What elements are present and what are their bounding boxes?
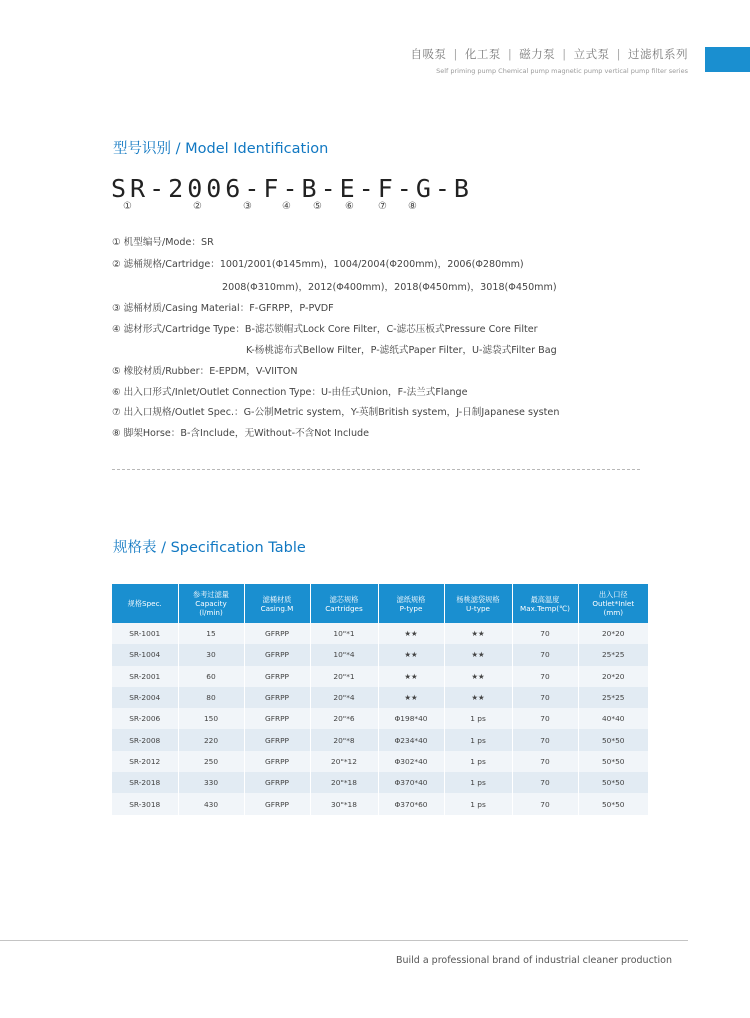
cell-outlet-inlet: 25*25 xyxy=(578,687,648,708)
desc-line-connection: ⑥ 出入口形式/Inlet/Outlet Connection Type：U-由任式Union，F-法兰式Flange xyxy=(112,387,468,398)
cell-outlet-inlet: 50*50 xyxy=(578,793,648,814)
cell-capacity: 80 xyxy=(178,687,244,708)
header-u-type: 杨桃滤袋规格 U-type xyxy=(444,584,512,623)
cell-p-type: Φ370*40 xyxy=(378,772,444,793)
cell-spec: SR-1001 xyxy=(112,623,178,644)
footer-rule xyxy=(0,940,688,941)
code-marker-7: ⑦ xyxy=(378,201,387,212)
cell-p-type: Φ234*40 xyxy=(378,729,444,750)
desc-line-casing: ③ 滤桶材质/Casing Material：F-GFRPP，P-PVDF xyxy=(112,303,334,314)
cell-capacity: 60 xyxy=(178,666,244,687)
cell-capacity: 250 xyxy=(178,751,244,772)
category-separator: | xyxy=(507,47,513,61)
cell-casing: GFRPP xyxy=(244,687,310,708)
cell-u-type: ★★ xyxy=(444,623,512,644)
header-subtitle: Self priming pump Chemical pump magnetic pump vertical pump filter series xyxy=(436,67,688,75)
code-marker-1: ① xyxy=(123,201,132,212)
cell-cartridges: 10"*1 xyxy=(310,623,378,644)
cell-spec: SR-2018 xyxy=(112,772,178,793)
cell-p-type: Φ198*40 xyxy=(378,708,444,729)
cell-max-temp: 70 xyxy=(512,751,578,772)
cell-casing: GFRPP xyxy=(244,666,310,687)
cell-capacity: 430 xyxy=(178,793,244,814)
category-chemical: 化工泵 xyxy=(464,47,501,61)
cell-max-temp: 70 xyxy=(512,623,578,644)
cell-cartridges: 30"*18 xyxy=(310,793,378,814)
desc-line-horse: ⑧ 脚架Horse：B-含Include，无Without-不含Not Include xyxy=(112,428,370,439)
category-separator: | xyxy=(616,47,621,61)
cell-outlet-inlet: 20*20 xyxy=(578,623,648,644)
cell-max-temp: 70 xyxy=(512,772,578,793)
desc-line-cartridge-type: ④ 滤材形式/Cartridge Type：B-滤芯锁帽式Lock Core Filter，C-滤芯压板式Pressure Core Filter xyxy=(112,324,538,335)
table-row xyxy=(112,666,648,687)
desc-line-rubber: ⑤ 橡胶材质/Rubber：E-EPDM，V-VIITON xyxy=(112,366,298,377)
cell-max-temp: 70 xyxy=(512,729,578,750)
cell-u-type: 1 ps xyxy=(444,708,512,729)
code-marker-3: ③ xyxy=(243,201,252,212)
specification-table-title: 规格表 / Specification Table xyxy=(113,540,306,556)
table-row xyxy=(112,751,648,772)
cell-outlet-inlet: 50*50 xyxy=(578,772,648,793)
specification-table xyxy=(112,584,648,815)
category-separator: | xyxy=(562,47,567,61)
desc-line-mode: ① 机型编号/Mode：SR xyxy=(112,237,214,248)
header-max-temp: 最高温度 Max.Temp(℃) xyxy=(512,584,578,623)
footer-slogan: Build a professional brand of industrial cleaner production xyxy=(395,955,672,966)
table-header-row xyxy=(112,584,648,623)
header-accent-bar xyxy=(705,47,750,72)
cell-casing: GFRPP xyxy=(244,644,310,665)
category-filter: 过滤机系列 xyxy=(628,47,688,61)
table-row xyxy=(112,623,648,644)
cell-u-type: 1 ps xyxy=(444,729,512,750)
cell-p-type: ★★ xyxy=(378,666,444,687)
cell-spec: SR-1004 xyxy=(112,644,178,665)
cell-u-type: 1 ps xyxy=(444,793,512,814)
cell-cartridges: 10"*4 xyxy=(310,644,378,665)
cell-spec: SR-3018 xyxy=(112,793,178,814)
cell-max-temp: 70 xyxy=(512,687,578,708)
table-row xyxy=(112,708,648,729)
header-cartridges: 滤芯规格 Cartridges xyxy=(310,584,378,623)
cell-spec: SR-2004 xyxy=(112,687,178,708)
cell-outlet-inlet: 20*20 xyxy=(578,666,648,687)
code-marker-5: ⑤ xyxy=(313,201,322,212)
cell-max-temp: 70 xyxy=(512,708,578,729)
cell-capacity: 330 xyxy=(178,772,244,793)
cell-u-type: ★★ xyxy=(444,687,512,708)
header-outlet-inlet: 出入口径 Outlet*Inlet (mm) xyxy=(578,584,648,623)
cell-casing: GFRPP xyxy=(244,751,310,772)
cell-cartridges: 20"*12 xyxy=(310,751,378,772)
cell-casing: GFRPP xyxy=(244,623,310,644)
cell-u-type: ★★ xyxy=(444,666,512,687)
category-self-priming: 自吸泵 xyxy=(410,47,447,61)
cell-spec: SR-2006 xyxy=(112,708,178,729)
table-row xyxy=(112,772,648,793)
cell-outlet-inlet: 25*25 xyxy=(578,644,648,665)
cell-p-type: ★★ xyxy=(378,623,444,644)
cell-outlet-inlet: 40*40 xyxy=(578,708,648,729)
cell-outlet-inlet: 50*50 xyxy=(578,751,648,772)
cell-casing: GFRPP xyxy=(244,729,310,750)
cell-max-temp: 70 xyxy=(512,666,578,687)
cell-capacity: 30 xyxy=(178,644,244,665)
header-capacity: 参考过滤量 Capacity (l/min) xyxy=(178,584,244,623)
cell-max-temp: 70 xyxy=(512,793,578,814)
cell-cartridges: 20"*8 xyxy=(310,729,378,750)
header-casing: 滤桶材质 Casing.M xyxy=(244,584,310,623)
cell-spec: SR-2001 xyxy=(112,666,178,687)
table-row xyxy=(112,687,648,708)
cell-casing: GFRPP xyxy=(244,708,310,729)
header-spec: 规格Spec. xyxy=(112,584,178,623)
code-marker-4: ④ xyxy=(282,201,291,212)
cell-capacity: 150 xyxy=(178,708,244,729)
code-marker-6: ⑥ xyxy=(345,201,354,212)
category-magnetic: 磁力泵 xyxy=(519,47,556,61)
category-separator: | xyxy=(453,47,458,61)
model-identification-title: 型号识别 / Model Identification xyxy=(113,141,329,157)
cell-cartridges: 20"*6 xyxy=(310,708,378,729)
cell-capacity: 15 xyxy=(178,623,244,644)
cell-cartridges: 20"*1 xyxy=(310,666,378,687)
table-row xyxy=(112,793,648,814)
header-categories xyxy=(411,46,689,62)
cell-cartridges: 20"*4 xyxy=(310,687,378,708)
desc-line-cartridge-cont: 2008(Φ310mm)，2012(Φ400mm)，2018(Φ450mm)，3018(Φ450mm) xyxy=(222,282,557,293)
desc-line-outlet-spec: ⑦ 出入口规格/Outlet Spec.：G-公制Metric system，Y-英制British system，J-日制Japanese systen xyxy=(112,407,560,418)
code-marker-8: ⑧ xyxy=(408,201,417,212)
cell-p-type: ★★ xyxy=(378,644,444,665)
cell-u-type: 1 ps xyxy=(444,751,512,772)
desc-line-cartridge-type-cont: K-杨桃滤布式Bellow Filter，P-滤纸式Paper Filter，U-滤袋式Filter Bag xyxy=(246,345,557,356)
cell-outlet-inlet: 50*50 xyxy=(578,729,648,750)
table-row xyxy=(112,644,648,665)
cell-p-type: Φ302*40 xyxy=(378,751,444,772)
header-p-type: 滤纸规格 P-type xyxy=(378,584,444,623)
cell-cartridges: 20"*18 xyxy=(310,772,378,793)
category-vertical: 立式泵 xyxy=(573,47,610,61)
cell-spec: SR-2008 xyxy=(112,729,178,750)
cell-p-type: Φ370*60 xyxy=(378,793,444,814)
table-row xyxy=(112,729,648,750)
cell-capacity: 220 xyxy=(178,729,244,750)
code-marker-2: ② xyxy=(193,201,202,212)
section-divider xyxy=(112,469,640,470)
cell-casing: GFRPP xyxy=(244,772,310,793)
desc-line-cartridge: ② 滤桶规格/Cartridge：1001/2001(Φ145mm)，1004/2004(Φ200mm)，2006(Φ280mm) xyxy=(112,259,524,270)
cell-u-type: 1 ps xyxy=(444,772,512,793)
cell-u-type: ★★ xyxy=(444,644,512,665)
cell-casing: GFRPP xyxy=(244,793,310,814)
cell-spec: SR-2012 xyxy=(112,751,178,772)
cell-p-type: ★★ xyxy=(378,687,444,708)
model-code: SR-2006-F-B-E-F-G-B xyxy=(111,174,473,203)
cell-max-temp: 70 xyxy=(512,644,578,665)
